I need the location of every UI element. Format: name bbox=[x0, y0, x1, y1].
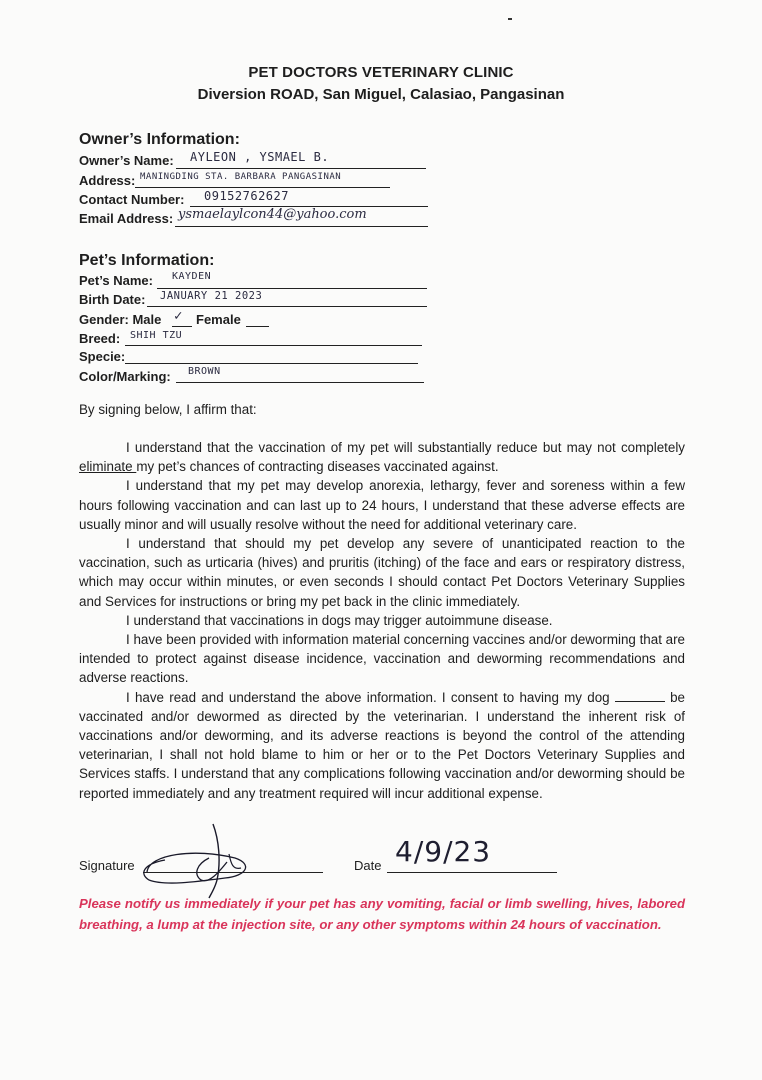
owner-section-title: Owner’s Information: bbox=[79, 131, 240, 148]
clinic-name: PET DOCTORS VETERINARY CLINIC bbox=[248, 64, 514, 81]
breed-label: Breed: bbox=[79, 331, 121, 346]
birth-date-value: JANUARY 21 2023 bbox=[160, 290, 263, 302]
consent-paragraph-4: I understand that vaccinations in dogs may trigger autoimmune disease. bbox=[126, 612, 553, 628]
consent-paragraph-1: I understand that the vaccination of my pet will substantially reduce but may not completely eliminate my pet’s chances of contracting diseases vaccinated against. bbox=[79, 440, 685, 475]
warning-notice: Please notify us immediately if your pet has any vomiting, facial or limb swelling, hives, labored breathing, a lump at the injection site, or any other symptoms within 24 hours of vaccination. bbox=[79, 896, 685, 932]
dog-name-blank bbox=[615, 689, 665, 702]
date-value: 4/9/23 bbox=[395, 835, 492, 868]
consent-paragraph-6: I have read and understand the above information. I consent to having my dog be vaccinated and/or dewormed as directed by the veterinarian. I understand the inherent risk of vaccinations and/or deworming, and its adverse reactions is beyond the control of the attending veterinarian, I shall not hold blame to him or her or to the Pet Doctors Veterinary Supplies and Services staffs. I understand that any complications following vaccination and/or deworming should be reported immediately and any treatment required will incur additional expense. bbox=[79, 689, 685, 801]
gender-male-line bbox=[172, 326, 192, 327]
address-line bbox=[135, 187, 390, 188]
eliminate-underlined: eliminate bbox=[79, 459, 137, 475]
owner-name-line bbox=[176, 168, 426, 169]
owner-name-value: AYLEON , YSMAEL B. bbox=[190, 150, 330, 164]
gender-male-mark: ✓ bbox=[174, 308, 183, 324]
gender-female-label: Female bbox=[196, 312, 241, 327]
pet-name-value: KAYDEN bbox=[172, 271, 212, 282]
owner-name-label: Owner’s Name: bbox=[79, 153, 174, 168]
consent-body bbox=[79, 438, 685, 803]
color-label: Color/Marking: bbox=[79, 369, 171, 384]
contact-value: 09152762627 bbox=[204, 189, 289, 203]
contact-label: Contact Number: bbox=[79, 192, 185, 207]
consent-paragraph-3: I understand that should my pet develop any severe of unanticipated reaction to the vaccination, such as urticaria (hives) and pruritis (itching) of the face and ears or respiratory distress, which may occur within minutes, or even seconds I should contact Pet Doctors Veterinary Supplies and Services for instructions or bring my pet back in the clinic immediately. bbox=[79, 536, 685, 609]
breed-line bbox=[125, 345, 422, 346]
pet-name-line bbox=[157, 288, 427, 289]
color-line bbox=[176, 382, 424, 383]
email-label: Email Address: bbox=[79, 211, 174, 226]
birth-date-line bbox=[147, 306, 427, 307]
address-value: MANINGDING STA. BARBARA PANGASINAN bbox=[140, 172, 342, 182]
consent-paragraph-5: I have been provided with information material concerning vaccines and/or deworming that are intended to protect against disease incidence, vaccination and deworming recommendations and adverse reactions. bbox=[79, 632, 685, 686]
breed-value: SHIH TZU bbox=[130, 330, 183, 341]
specie-label: Specie: bbox=[79, 349, 126, 364]
clinic-address: Diversion ROAD, San Miguel, Calasiao, Pangasinan bbox=[197, 86, 565, 103]
handwritten-signature bbox=[135, 814, 265, 900]
gender-female-line bbox=[246, 326, 269, 327]
affirm-intro: By signing below, I affirm that: bbox=[79, 402, 257, 417]
pet-name-label: Pet’s Name: bbox=[79, 273, 153, 288]
color-value: BROWN bbox=[188, 366, 221, 377]
email-value: ysmaelaylcon44@yahoo.com bbox=[178, 207, 367, 222]
date-line bbox=[387, 872, 557, 873]
email-line bbox=[175, 226, 428, 227]
pet-section-title: Pet’s Information: bbox=[79, 252, 215, 269]
date-label: Date bbox=[354, 858, 382, 873]
consent-paragraph-2: I understand that my pet may develop anorexia, lethargy, fever and soreness within a few hours following vaccination and can last up to 24 hours, I understand that these adverse effects are usually minor and will usually resolve without the need for additional veterinary care. bbox=[79, 478, 685, 532]
gender-label: Gender: Male bbox=[79, 312, 162, 327]
scan-speck bbox=[508, 18, 512, 20]
signature-label: Signature bbox=[79, 858, 135, 873]
specie-line bbox=[125, 363, 418, 364]
birth-date-label: Birth Date: bbox=[79, 292, 146, 307]
address-label: Address: bbox=[79, 173, 136, 188]
